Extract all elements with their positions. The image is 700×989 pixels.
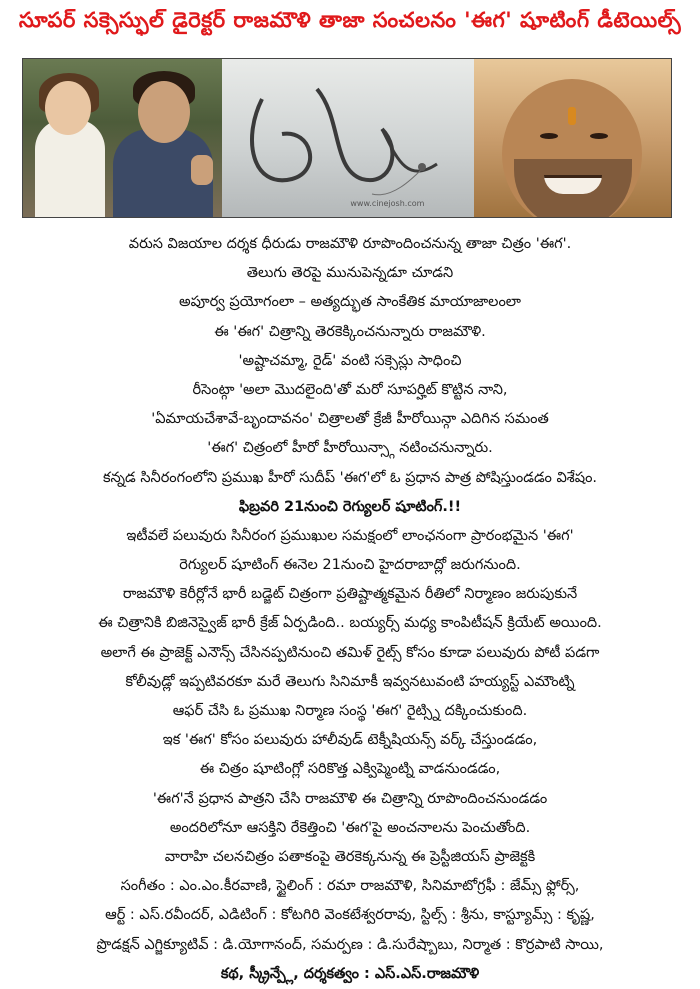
article-line: 'ఈగ'నే ప్రధాన పాత్రని చేసి రాజమౌళి ఈ చిత్రాన్ని రూపొందించనుండడం [152, 790, 548, 807]
article-line: రాజమౌళి కెరీర్లోనే భారీ బడ్జెట్ చిత్రంగా ప్రతిష్టాత్మకమైన రీతిలో నిర్మాణం జరుపుకునే [122, 586, 578, 603]
article-line: రెగ్యులర్ షూటింగ్ ఈనెల 21నుంచి హైదరాబాద్లో జరుగనుంది. [179, 557, 521, 574]
headline: సూపర్ సక్సెస్ఫుల్ డైరెక్టర్ రాజమౌళి తాజా సంచలనం 'ఈగ' షూటింగ్ డీటెయిల్స్ [18, 8, 682, 32]
article-line: రీసెంట్గా 'అలా మొదలైంది'తో మరో సూపర్హిట్ కొట్టిన నాని, [192, 381, 508, 398]
director-photo [474, 59, 671, 217]
article-line: ఈ చిత్రం షూటింగ్లో సరికొత్త ఎక్విప్మెంట్ని వాడనుండడం, [199, 761, 501, 778]
subheading: ఫిబ్రవరి 21నుంచి రెగ్యులర్ షూటింగ్.!! [238, 498, 462, 515]
left-eye [540, 133, 558, 139]
smile [544, 175, 602, 194]
right-eye [590, 133, 608, 139]
director-credit: కథ, స్క్రీన్ప్లే, దర్శకత్వం : ఎస్.ఎస్.రాజమౌళి [220, 965, 480, 982]
watermark: www.cinejosh.com [350, 199, 425, 208]
article-line: అందరిలోనూ ఆసక్తిని రేకెత్తించి 'ఈగ'పై అంచనాలను పెంచుతోంది. [169, 819, 531, 836]
photo-strip [22, 58, 672, 218]
thumbs-up [191, 155, 213, 185]
article-line: కన్నడ సినీరంగంలోని ప్రముఖ హీరో సుదీప్ 'ఈగ'లో ఓ ప్రధాన పాత్ర పోషిస్తుండడం విశేషం. [102, 469, 598, 486]
article-line: అలాగే ఈ ప్రాజెక్ట్ ఎనౌన్స్ చేసినప్పటినుంచి తమిళ్ రైట్స్ కోసం కూడా పలువురు పోటీ పడగా [100, 644, 600, 661]
article-line: ఇక 'ఈగ' కోసం పలువురు హాలీవుడ్ టెక్నీషియన్స్ వర్క్ చేస్తుండడం, [162, 732, 538, 749]
tilak-mark [568, 107, 576, 125]
article-line: ఈ 'ఈగ' చిత్రాన్ని తెరకెక్కించనున్నారు రాజమౌళి. [214, 323, 486, 340]
article-line: అపూర్వ ప్రయోగంలా – అత్యద్భుత సాంకేతిక మాయాజాలంలా [179, 294, 521, 311]
credits-line: సంగీతం : ఎం.ఎం.కీరవాణి, స్టైలింగ్ : రమా రాజమౌళి, సినిమాటోగ్రఫీ : జేమ్స్ ఫ్లోర్స్, [120, 878, 580, 895]
actress-face [45, 81, 91, 135]
film-logo-panel [222, 59, 473, 217]
credits-line: ప్రొడక్షన్ ఎగ్జిక్యూటివ్ : డి.యోగానంద్, సమర్పణ : డి.సురేష్బాబు, నిర్మాత : కొర్రపాటి సాయి, [96, 936, 604, 953]
credits-line: ఆర్ట్ : ఎస్.రవీందర్, ఎడిటింగ్ : కోటగిరి వెంకటేశ్వరరావు, స్టిల్స్ : శ్రీను, కాస్ట్యూమ్స్ : కృష్ణ, [105, 907, 595, 924]
article-line: ఇటీవలే పలువురు సినీరంగ ప్రముఖుల సమక్షంలో లాంఛనంగా ప్రారంభమైన 'ఈగ' [126, 527, 574, 544]
article-line: వారాహి చలనచిత్రం పతాకంపై తెరకెక్కనున్న ఈ ప్రెస్టీజియస్ ప్రాజెక్టకి [164, 848, 536, 865]
cast-photo [23, 59, 222, 217]
article-line: ఆఫర్ చేసి ఓ ప్రముఖ నిర్మాణ సంస్థ 'ఈగ' రైట్స్ని దక్కించుకుంది. [172, 703, 528, 719]
article-line: తెలుగు తెరపై మునుపెన్నడూ చూడని [246, 265, 454, 282]
article-line: 'అష్టాచమ్మా, రైడ్' వంటి సక్సెస్లు సాధించి [238, 352, 462, 369]
article-line: వరుస విజయాల దర్శక ధీరుడు రాజమౌళి రూపొందించనున్న తాజా చిత్రం 'ఈగ'. [128, 236, 572, 252]
film-logo [222, 59, 473, 217]
actor-face [138, 81, 190, 143]
article-line: కోలీవుడ్లో ఇప్పటివరకూ మరే తెలుగు సినిమాకీ ఇవ్వనటువంటి హయ్యస్ట్ ఎమౌంట్ని [125, 673, 575, 690]
article-line: 'ఏమాయచేశావే-బృందావనం' చిత్రాలతో క్రేజీ హీరోయిన్గా ఎదిగిన సమంత [151, 411, 549, 428]
article-line: ఈ చిత్రానికి బిజినెస్వైజ్ భారీ క్రేజ్ ఏర్పడింది.. బయ్యర్స్ మధ్య కాంపిటీషన్ క్రియేట్ అయింది. [98, 615, 602, 632]
article-line: 'ఈగ' చిత్రంలో హీరో హీరోయిన్స్గా నటించనున్నారు. [207, 440, 493, 457]
article-body [0, 230, 700, 989]
